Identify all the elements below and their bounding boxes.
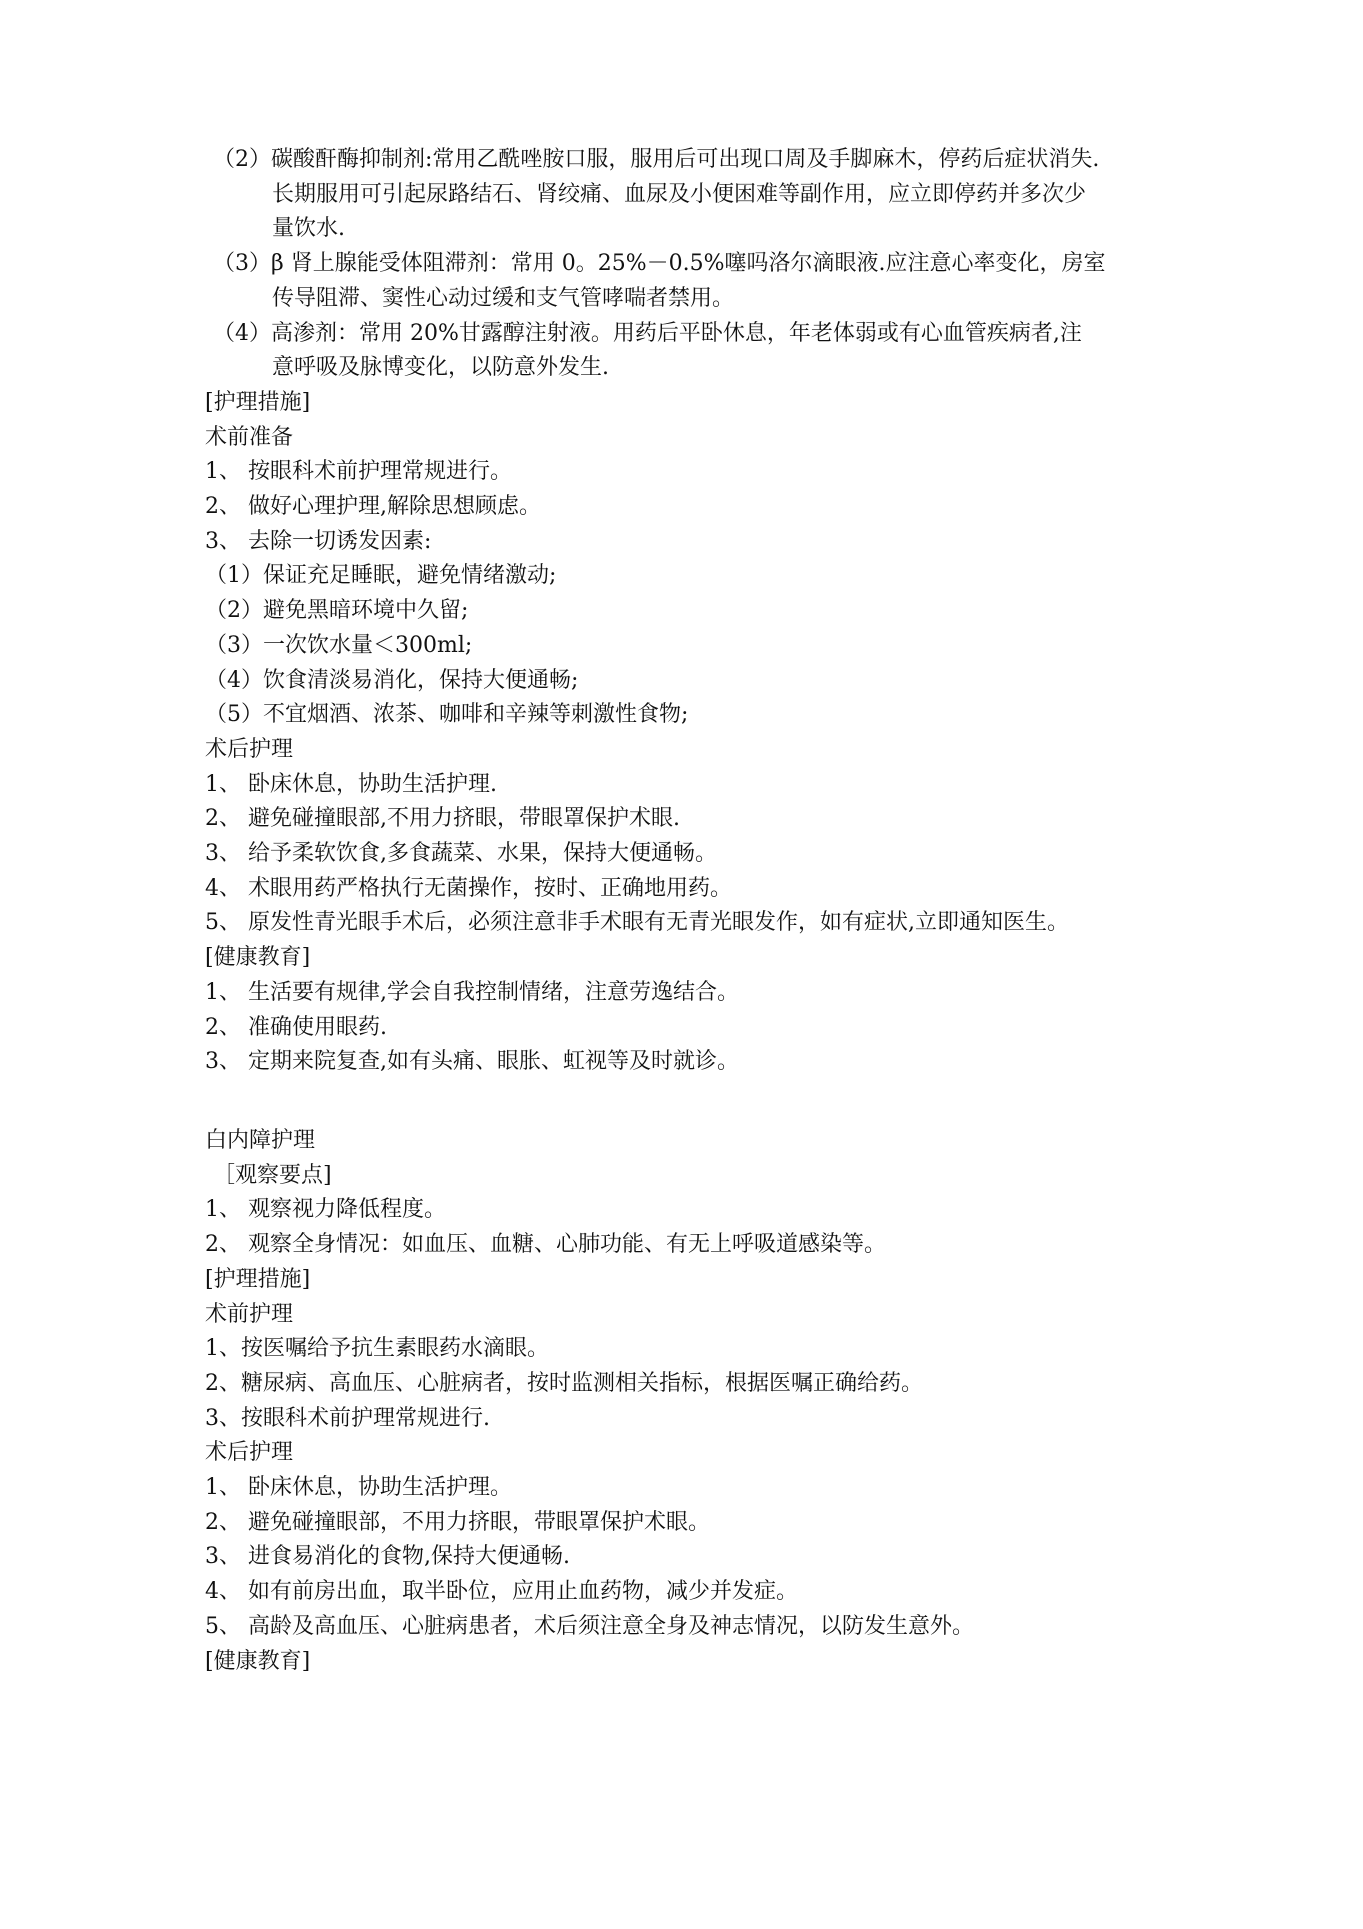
list-item: 1、 卧床休息，协助生活护理。: [205, 1475, 512, 1501]
observation-heading: ［观察要点]: [213, 1162, 332, 1188]
document-page: [205, 143, 1205, 1679]
medication-line: 量饮水.: [272, 216, 345, 242]
list-item: 3、 定期来院复查,如有头痛、眼胀、虹视等及时就诊。: [205, 1049, 739, 1075]
medication-line: 长期服用可引起尿路结石、肾绞痛、血尿及小便困难等副作用，应立即停药并多次少: [272, 181, 1087, 207]
list-item: 4、 术眼用药严格执行无菌操作，按时、正确地用药。: [205, 875, 732, 901]
sub-list-item: （3）一次饮水量＜300ml;: [205, 632, 473, 658]
glaucoma-section-continued: [205, 143, 1205, 1080]
list-item: 3、 给予柔软饮食,多食蔬菜、水果，保持大便通畅。: [205, 841, 717, 867]
health-education-heading: [健康教育]: [205, 1648, 311, 1674]
medication-item-3: [205, 247, 1205, 316]
list-item: 3、 进食易消化的食物,保持大便通畅.: [205, 1544, 570, 1570]
list-item: 1、按医嘱给予抗生素眼药水滴眼。: [205, 1336, 549, 1362]
health-education-heading: [健康教育]: [205, 945, 311, 971]
medication-line: （4）高渗剂：常用 20%甘露醇注射液。用药后平卧休息，年老体弱或有心血管疾病者,注: [213, 320, 1082, 346]
nursing-measures-heading: [护理措施]: [205, 1266, 311, 1292]
list-item: 5、 高龄及高血压、心脏病患者，术后须注意全身及神志情况，以防发生意外。: [205, 1613, 974, 1639]
medication-line: 意呼吸及脉博变化，以防意外发生.: [272, 355, 609, 381]
cataract-section: [205, 1124, 1205, 1679]
medication-item-2: [205, 143, 1205, 247]
medication-line: （2）碳酸酐酶抑制剂:常用乙酰唑胺口服，服用后可出现口周及手脚麻木，停药后症状消失.: [213, 147, 1100, 172]
list-item: 3、按眼科术前护理常规进行.: [205, 1405, 490, 1431]
sub-list-item: （1）保证充足睡眠，避免情绪激动;: [205, 563, 557, 589]
list-item: 1、 观察视力降低程度。: [205, 1197, 446, 1223]
list-item: 2、 观察全身情况：如血压、血糖、心肺功能、有无上呼吸道感染等。: [205, 1232, 886, 1258]
list-item: 2、 做好心理护理,解除思想顾虑。: [205, 494, 541, 520]
list-item: 2、 准确使用眼药.: [205, 1014, 387, 1040]
list-item: 2、糖尿病、高血压、心脏病者，按时监测相关指标，根据医嘱正确给药。: [205, 1370, 923, 1396]
section-title: 白内障护理: [205, 1127, 316, 1153]
list-item: 1、 卧床休息，协助生活护理.: [205, 771, 497, 797]
list-item: 3、 去除一切诱发因素:: [205, 528, 432, 554]
list-item: 1、 生活要有规律,学会自我控制情绪，注意劳逸结合。: [205, 979, 739, 1005]
postop-heading: 术后护理: [205, 736, 294, 762]
medication-item-4: [205, 317, 1205, 386]
list-item: 2、 避免碰撞眼部,不用力挤眼，带眼罩保护术眼.: [205, 806, 680, 832]
list-item: 4、 如有前房出血，取半卧位，应用止血药物，减少并发症。: [205, 1579, 798, 1605]
list-item: 5、 原发性青光眼手术后，必须注意非手术眼有无青光眼发作，如有症状,立即通知医生。: [205, 910, 1069, 936]
preop-heading: 术前准备: [205, 424, 294, 450]
sub-list-item: （5）不宜烟酒、浓茶、咖啡和辛辣等刺激性食物;: [205, 702, 689, 728]
preop-heading: 术前护理: [205, 1301, 294, 1327]
list-item: 2、 避免碰撞眼部，不用力挤眼，带眼罩保护术眼。: [205, 1509, 710, 1535]
medication-line: 传导阻滞、窦性心动过缓和支气管哮喘者禁用。: [272, 285, 735, 311]
sub-list-item: （4）饮食清淡易消化，保持大便通畅;: [205, 667, 579, 693]
medication-line: （3）β 肾上腺能受体阻滞剂：常用 0。25%－0.5%噻吗洛尔滴眼液.应注意心率变化，房室: [213, 251, 1106, 277]
sub-list-item: （2）避免黑暗环境中久留;: [205, 598, 469, 624]
nursing-measures-heading: [护理措施]: [205, 389, 311, 415]
postop-heading: 术后护理: [205, 1440, 294, 1466]
list-item: 1、 按眼科术前护理常规进行。: [205, 459, 512, 485]
